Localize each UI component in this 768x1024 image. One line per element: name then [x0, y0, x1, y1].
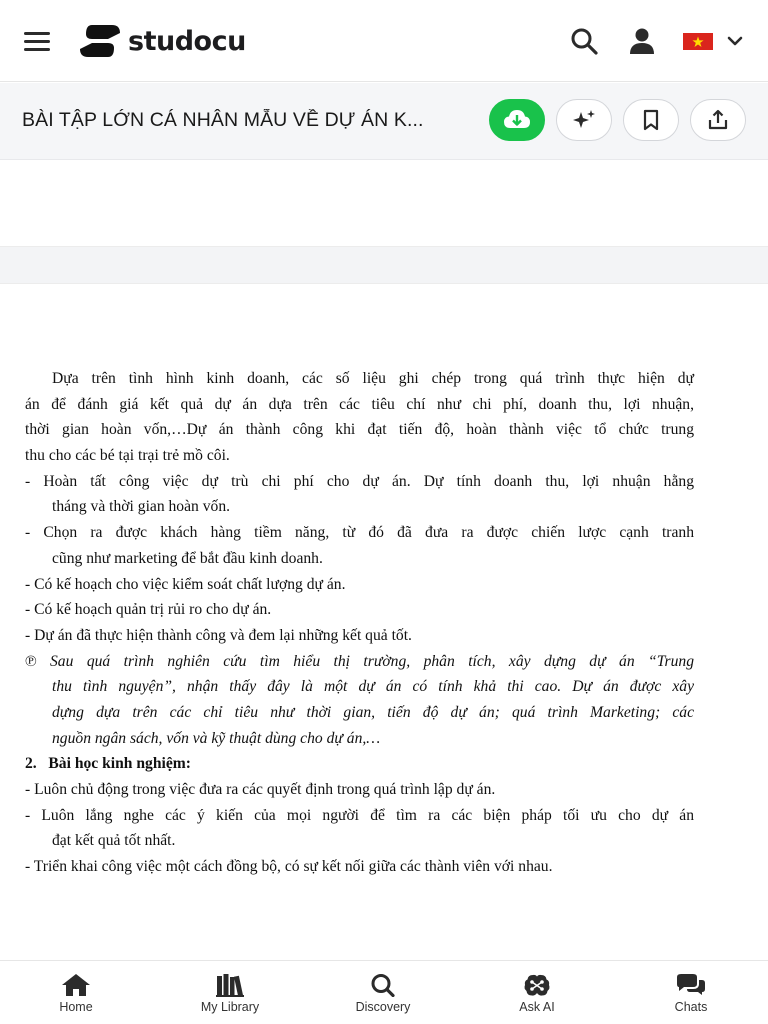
nav-ask-ai-label: Ask AI: [519, 1000, 555, 1014]
conclusion-line: thu tình nguyện”, nhận thấy đây là một dự án có tính khả thi cao. Dự án được xây: [52, 678, 694, 696]
studocu-logo[interactable]: [78, 22, 246, 60]
bullet-item: - Triển khai công việc một cách đồng bộ, có sự kết nối giữa các thành viên với nhau.: [25, 858, 553, 876]
sparkle-icon: [571, 108, 597, 132]
bullet-item: - Luôn chủ động trong việc đưa ra các quyết định trong quá trình lập dự án.: [25, 781, 496, 798]
page-separator: [0, 246, 768, 284]
bottom-navigation: [0, 960, 768, 1024]
nav-chats[interactable]: [641, 961, 741, 1024]
vietnam-flag-icon[interactable]: [683, 33, 713, 50]
nav-home[interactable]: [26, 961, 126, 1024]
document-toolbar: [0, 83, 768, 160]
bullet-item: - Luôn lắng nghe các ý kiến của mọi người để tìm ra các biện pháp tối ưu cho dự án: [25, 806, 694, 824]
conclusion-text: Sau quá trình nghiên cứu tìm hiểu thị trường, phân tích, xây dựng dự án “Trung: [50, 652, 694, 670]
nav-my-library[interactable]: [180, 961, 280, 1024]
bullet-item-continued: cũng như marketing để bắt đầu kinh doanh.: [52, 549, 323, 567]
bullet-item: - Có kế hoạch quản trị rủi ro cho dự án.: [25, 601, 272, 619]
library-icon: [215, 973, 245, 997]
nav-my-library-label: My Library: [200, 1000, 260, 1014]
studocu-logo-mark: [78, 23, 122, 59]
conclusion-line: nguồn ngân sách, vốn và kỹ thuật dùng cho dự án,…: [52, 729, 381, 747]
bullet-item: - Dự án đã thực hiện thành công và đem lại những kết quả tốt.: [25, 626, 412, 644]
chevron-down-icon[interactable]: [724, 30, 746, 52]
conclusion-line: [25, 649, 694, 675]
conclusion-marker-icon: ℗: [25, 652, 37, 670]
ai-sparkle-button[interactable]: [556, 99, 612, 141]
hamburger-menu-icon[interactable]: [24, 26, 56, 56]
bullet-item: - Hoàn tất công việc dự trù chi phí cho dự án. Dự tính doanh thu, lợi nhuận hằng: [25, 472, 694, 490]
section-heading: 2. Bài học kinh nghiệm:: [25, 755, 191, 773]
chat-icon: [674, 973, 708, 997]
text-line: Dựa trên tình hình kinh doanh, các số liệu ghi chép trong quá trình thực hiện dự: [52, 370, 694, 387]
bullet-item: - Chọn ra được khách hàng tiềm năng, từ đó đã đưa ra được chiến lược cạnh tranh: [25, 524, 694, 542]
conclusion-line: dựng dựa trên các chỉ tiêu như thời gian, tiến độ dự án; quá trình Marketing; các: [52, 703, 694, 721]
ad-placeholder: [0, 160, 768, 246]
text-line: án để đánh giá kết quả dự án dựa trên các tiêu chí như chi phí, doanh thu, lợi nhuận,: [25, 395, 694, 413]
text-line: thời gian hoàn vốn,…Dự án thành công khi đạt tiến độ, hoàn thành việc tổ chức trung: [25, 421, 694, 439]
share-button[interactable]: [690, 99, 746, 141]
text-line: thu cho các bé tại trại trẻ mồ côi.: [25, 447, 230, 465]
bullet-item: - Có kế hoạch cho việc kiểm soát chất lượng dự án.: [25, 575, 346, 593]
nav-home-label: Home: [59, 1000, 93, 1014]
nav-discovery-label: Discovery: [355, 1000, 411, 1014]
bullet-item-continued: đạt kết quả tốt nhất.: [52, 832, 176, 850]
top-header: [0, 0, 768, 82]
nav-discovery[interactable]: [333, 961, 433, 1024]
bookmark-button[interactable]: [623, 99, 679, 141]
document-text: [25, 366, 694, 880]
nav-chats-label: Chats: [674, 1000, 708, 1014]
share-upload-icon: [706, 108, 730, 132]
bullet-item-continued: tháng và thời gian hoàn vốn.: [52, 498, 231, 516]
download-button[interactable]: [489, 99, 545, 141]
search-icon[interactable]: [567, 24, 601, 58]
ai-brain-icon: [522, 973, 552, 997]
document-title: BÀI TẬP LỚN CÁ NHÂN MẪU VỀ DỰ ÁN K...: [22, 109, 424, 131]
home-icon: [61, 973, 91, 997]
search-icon: [368, 973, 398, 997]
user-account-icon[interactable]: [625, 24, 659, 58]
cloud-download-icon: [502, 108, 532, 132]
document-page: [0, 284, 768, 960]
brand-name: studocu: [128, 25, 246, 57]
nav-ask-ai[interactable]: [487, 961, 587, 1024]
bookmark-icon: [640, 108, 662, 132]
